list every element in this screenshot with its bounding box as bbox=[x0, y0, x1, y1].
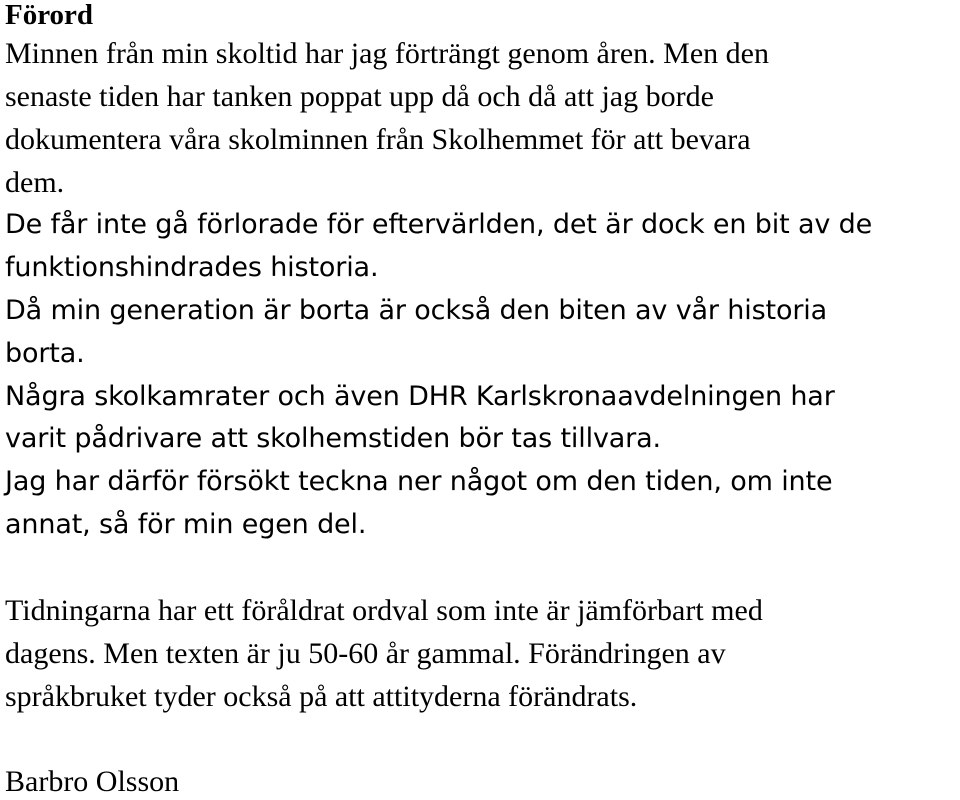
intro-line: dokumentera våra skolminnen från Skolhemmet för att bevara bbox=[5, 123, 751, 156]
note-line: Tidningarna har ett föråldrat ordval som inte är jämförbart med bbox=[5, 594, 763, 627]
body-line: varit pådrivare att skolhemstiden bör tas tillvara. bbox=[5, 423, 661, 454]
body-line: Jag har därför försökt teckna ner något om den tiden, om inte bbox=[5, 466, 833, 497]
note-line: dagens. Men texten är ju 50-60 år gammal. Förändringen av bbox=[5, 637, 726, 670]
document-heading: Förord bbox=[5, 0, 94, 31]
body-line: annat, så för min egen del. bbox=[5, 509, 367, 540]
body-line: funktionshindrades historia. bbox=[5, 252, 379, 283]
note-line: språkbruket tyder också på att attityderna förändrats. bbox=[5, 680, 638, 713]
intro-line: dem. bbox=[5, 166, 65, 199]
body-line: Då min generation är borta är också den biten av vår historia bbox=[5, 295, 828, 326]
body-line: borta. bbox=[5, 338, 85, 369]
intro-line: Minnen från min skoltid har jag förträngt genom åren. Men den bbox=[5, 37, 769, 70]
intro-line: senaste tiden har tanken poppat upp då och då att jag borde bbox=[5, 80, 714, 113]
signature: Barbro Olsson bbox=[5, 765, 180, 798]
body-line: De får inte gå förlorade för eftervärlden, det är dock en bit av de bbox=[5, 209, 873, 240]
body-line: Några skolkamrater och även DHR Karlskronaavdelningen har bbox=[5, 381, 835, 412]
